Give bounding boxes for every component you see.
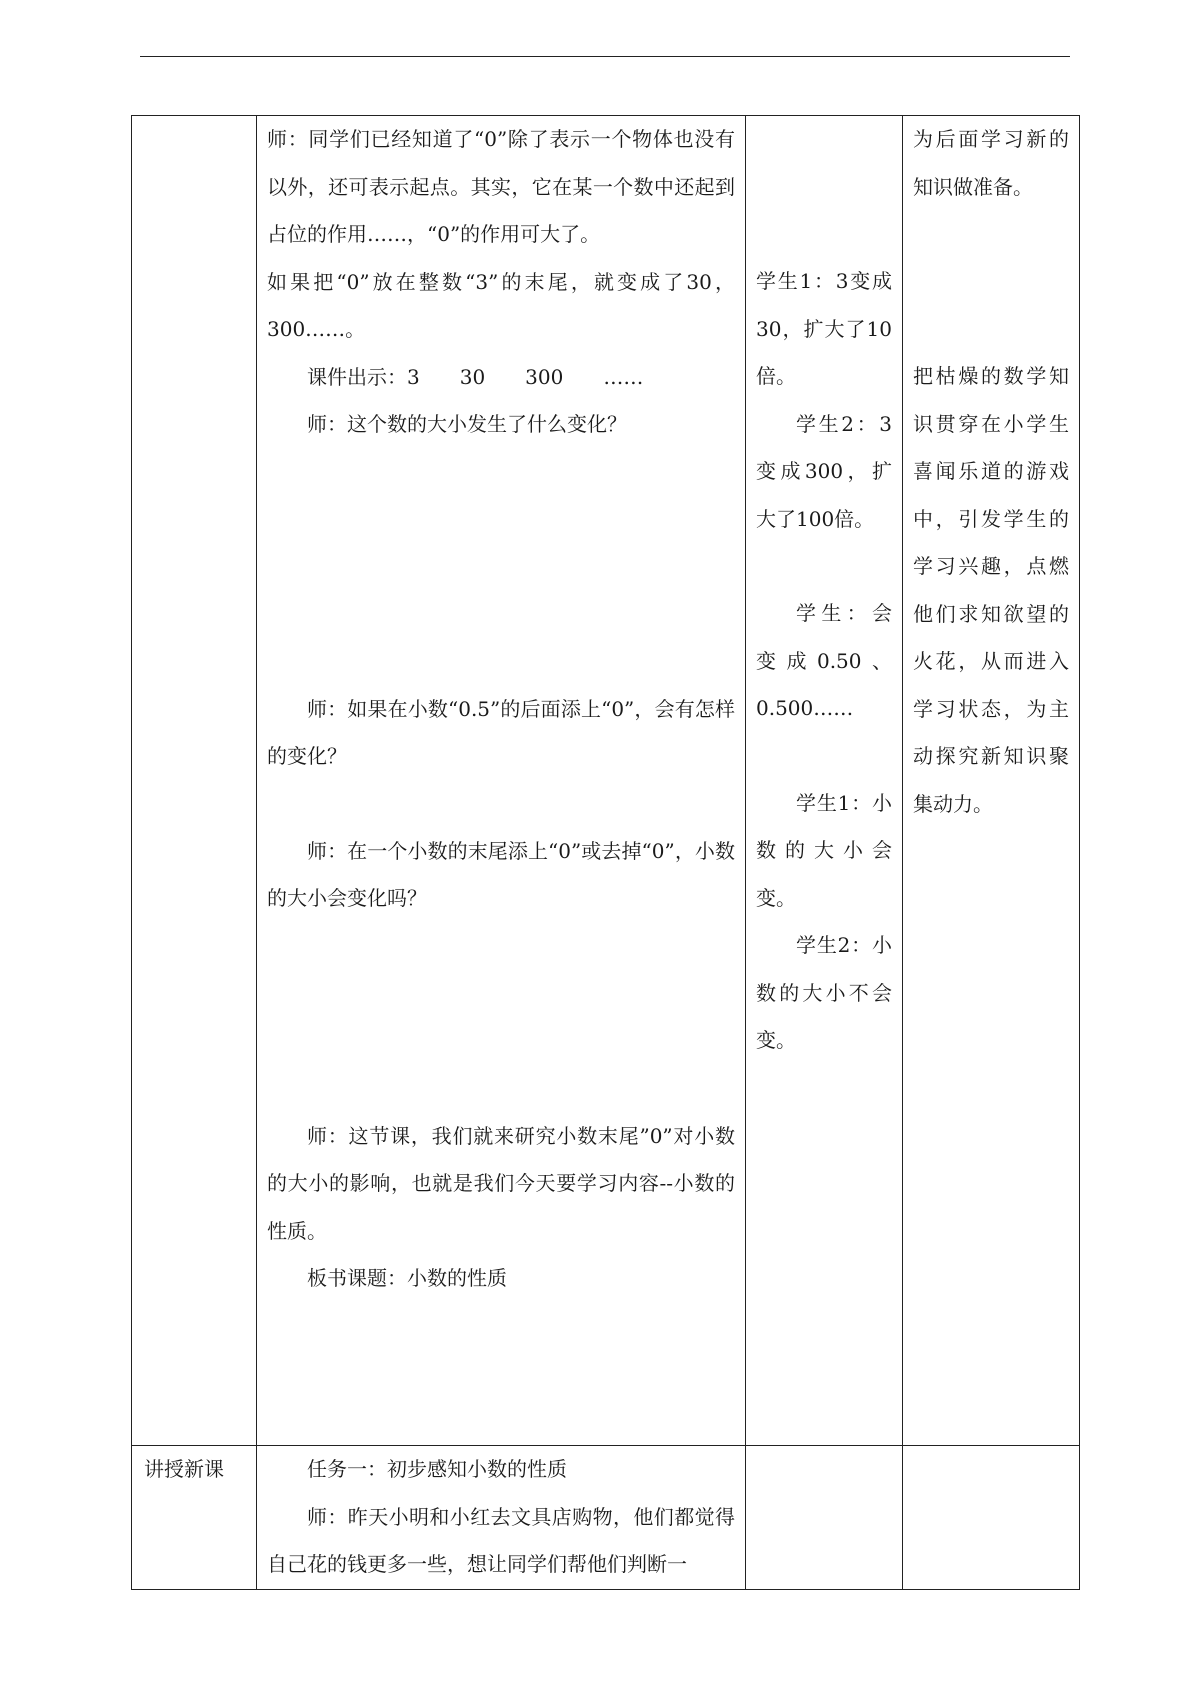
student-line: 学生：会变成0.50、0.500…… <box>756 601 892 720</box>
student-line: 学生1：小数的大小会变。 <box>756 790 892 910</box>
teacher-line: 师：这节课，我们就来研究小数末尾”0”对小数的大小的影响，也就是我们今天要学习内容--小数的性质。 <box>267 1123 735 1243</box>
teacher-line: 如果把“0”放在整数“3”的末尾，就变成了30，300……。 <box>267 269 735 341</box>
stage-cell <box>132 1446 257 1590</box>
student-activity-cell <box>746 116 903 1446</box>
table-row <box>132 1446 1080 1590</box>
stage-label: 讲授新课 <box>144 1457 224 1481</box>
header-rule <box>140 56 1070 57</box>
stage-cell <box>132 116 257 1446</box>
courseware-display: 课件出示：3 30 300 …… <box>307 364 644 389</box>
board-title: 板书课题：小数的性质 <box>307 1266 507 1290</box>
teacher-line: 师：在一个小数的末尾添上“0”或去掉“0”，小数的大小会变化吗？ <box>267 838 735 910</box>
teacher-activity-cell <box>257 1446 746 1590</box>
intent-line: 为后面学习新的知识做准备。 <box>913 127 1069 199</box>
student-line: 学生2：3变成300，扩大了100倍。 <box>756 411 892 531</box>
student-line: 学生1：3变成30，扩大了10倍。 <box>756 269 892 388</box>
teacher-activity-cell <box>257 116 746 1446</box>
design-intent-cell <box>903 116 1080 1446</box>
teacher-line: 师：如果在小数“0.5”的后面添上“0”，会有怎样的变化？ <box>267 696 735 768</box>
teacher-line: 师：同学们已经知道了“0”除了表示一个物体也没有以外，还可表示起点。其实，它在某一个数中还起到占位的作用……，“0”的作用可大了。 <box>267 127 735 246</box>
student-activity-cell <box>746 1446 903 1590</box>
intent-line: 把枯燥的数学知识贯穿在小学生喜闻乐道的游戏中，引发学生的学习兴趣，点燃他们求知欲望的火花，从而进入学习状态，为主动探究新知识聚集动力。 <box>913 364 1069 816</box>
teacher-line: 师：这个数的大小发生了什么变化？ <box>307 412 627 436</box>
task-title: 任务一：初步感知小数的性质 <box>307 1457 567 1481</box>
student-line: 学生2：小数的大小不会变。 <box>756 933 892 1052</box>
lesson-plan-table <box>131 115 1080 1590</box>
table-row <box>132 116 1080 1446</box>
design-intent-cell <box>903 1446 1080 1590</box>
teacher-line: 师：昨天小明和小红去文具店购物，他们都觉得自己花的钱更多一些，想让同学们帮他们判断一 <box>267 1504 735 1576</box>
